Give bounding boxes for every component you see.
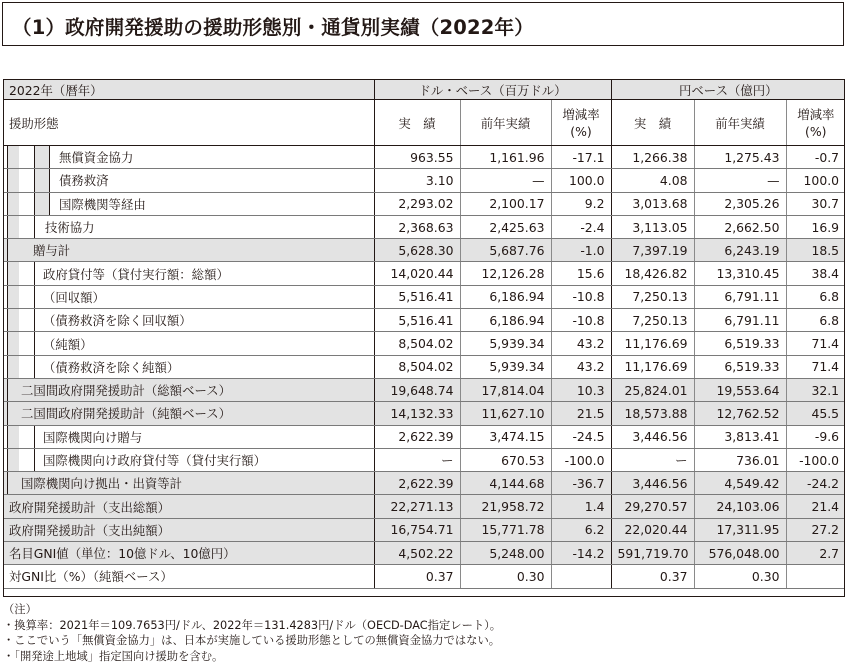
table-row-technical-cooperation bbox=[3, 215, 845, 238]
indent-line bbox=[34, 286, 35, 308]
yen-actual-cell: 3,113.05 bbox=[611, 215, 694, 238]
indent-line bbox=[34, 449, 35, 471]
row-label: 名目GNI値（単位：10億ドル、10億円） bbox=[9, 546, 236, 562]
dollar-change-cell: 9.2 bbox=[551, 192, 611, 215]
yen-actual-cell: 11,176.69 bbox=[611, 332, 694, 355]
row-label: 二国間政府開発援助計（純額ベース） bbox=[21, 406, 232, 422]
row-label: 技術協力 bbox=[45, 220, 95, 236]
indent-line bbox=[7, 356, 8, 378]
page-title: （1）政府開発援助の援助形態別・通貨別実績（2022年） bbox=[12, 16, 534, 39]
row-label: 政府貸付等（貸付実行額：総額） bbox=[43, 266, 229, 282]
indent-shade bbox=[7, 216, 19, 238]
yen-actual-cell: 3,446.56 bbox=[611, 425, 694, 448]
table-row-intl-loans bbox=[3, 448, 845, 471]
yen-prev-cell: 6,791.11 bbox=[694, 309, 786, 332]
row-label-cell bbox=[3, 542, 374, 565]
yen-change-cell: 2.7 bbox=[786, 542, 845, 565]
indent-line bbox=[7, 262, 8, 284]
yen-change-cell: 100.0 bbox=[786, 169, 845, 192]
dollar-actual-cell: 2,368.63 bbox=[374, 215, 460, 238]
row-label-cell bbox=[3, 518, 374, 541]
note-developing-regions: ・「開発途上地域」指定国向け援助を含む。 bbox=[3, 649, 224, 663]
dollar-prev-cell: 11,627.10 bbox=[460, 402, 551, 425]
yen-prev-cell: 6,519.33 bbox=[694, 332, 786, 355]
indent-line bbox=[7, 193, 8, 215]
indent-line bbox=[7, 402, 8, 424]
yen-actual-cell: 7,250.13 bbox=[611, 285, 694, 308]
yen-prev-cell: 0.30 bbox=[694, 565, 786, 588]
dollar-actual-cell: 14,132.33 bbox=[374, 402, 460, 425]
dollar-actual-cell: 8,504.02 bbox=[374, 355, 460, 378]
indent-shade bbox=[7, 239, 19, 261]
yen-actual-cell: 591,719.70 bbox=[611, 542, 694, 565]
yen-prev-cell: 2,305.26 bbox=[694, 192, 786, 215]
table-row-oda-net bbox=[3, 518, 845, 541]
yen-actual-cell: 0.37 bbox=[611, 565, 694, 588]
yen-actual-cell: 18,426.82 bbox=[611, 262, 694, 285]
row-label-cell bbox=[3, 215, 374, 238]
dollar-actual-cell: 8,504.02 bbox=[374, 332, 460, 355]
dollar-change-cell bbox=[551, 565, 611, 588]
row-label: 政府開発援助計（支出総額） bbox=[9, 499, 171, 515]
indent-shade bbox=[7, 449, 19, 471]
yen-actual-cell: ー bbox=[611, 448, 694, 471]
notes bbox=[3, 602, 501, 664]
yen-change-cell: 21.4 bbox=[786, 495, 845, 518]
row-label-cell bbox=[3, 448, 374, 471]
yen-change-cell bbox=[786, 565, 845, 588]
row-label-cell bbox=[3, 146, 374, 169]
dollar-change-cell: -2.4 bbox=[551, 215, 611, 238]
indent-line bbox=[49, 169, 50, 191]
yen-change-cell: 32.1 bbox=[786, 378, 845, 401]
dollar-prev-cell: 0.30 bbox=[460, 565, 551, 588]
dollar-change-cell: -14.2 bbox=[551, 542, 611, 565]
dollar-change-cell: 1.4 bbox=[551, 495, 611, 518]
dollar-change-cell: -10.8 bbox=[551, 285, 611, 308]
yen-prev-cell: 6,519.33 bbox=[694, 355, 786, 378]
row-label: 国際機関向け政府貸付等（貸付実行額） bbox=[43, 453, 267, 468]
table-row-bilateral-gross bbox=[3, 378, 845, 401]
row-label-cell bbox=[3, 309, 374, 332]
table-row-repayments-excl-debt bbox=[3, 309, 845, 332]
indent-line bbox=[34, 426, 35, 448]
yen-change-cell: 45.5 bbox=[786, 402, 845, 425]
dollar-actual-cell: ー bbox=[374, 448, 460, 471]
indent-line bbox=[7, 239, 8, 261]
indent-line bbox=[7, 216, 8, 238]
yen-change-cell: 16.9 bbox=[786, 215, 845, 238]
indent-line bbox=[7, 332, 8, 354]
indent-line bbox=[7, 146, 8, 168]
yen-actual-cell: 7,397.19 bbox=[611, 239, 694, 262]
dollar-change-cell: 43.2 bbox=[551, 355, 611, 378]
yen-change-cell: -0.7 bbox=[786, 146, 845, 169]
row-label-cell bbox=[3, 192, 374, 215]
dollar-prev-cell: 15,771.78 bbox=[460, 518, 551, 541]
row-label: 二国間政府開発援助計（総額ベース） bbox=[21, 383, 232, 399]
dollar-actual-cell: 4,502.22 bbox=[374, 542, 460, 565]
dollar-prev-cell: 2,425.63 bbox=[460, 215, 551, 238]
yen-actual-cell: 18,573.88 bbox=[611, 402, 694, 425]
indent-line bbox=[34, 309, 35, 331]
indent-line bbox=[7, 169, 8, 191]
dollar-change-cell: -100.0 bbox=[551, 448, 611, 471]
row-label-cell bbox=[3, 565, 374, 588]
row-label: （債務救済を除く純額） bbox=[43, 359, 180, 375]
dollar-prev-cell: 670.53 bbox=[460, 448, 551, 471]
row-label: 国際機関等経由 bbox=[59, 196, 146, 212]
yen-actual-cell: 1,266.38 bbox=[611, 146, 694, 169]
yen-change-cell: 27.2 bbox=[786, 518, 845, 541]
row-label-cell bbox=[3, 425, 374, 448]
table-row-oda-gross bbox=[3, 495, 845, 518]
yen-actual-cell: 4.08 bbox=[611, 169, 694, 192]
yen-change-cell: -9.6 bbox=[786, 425, 845, 448]
yen-prev-cell: 4,549.42 bbox=[694, 472, 786, 495]
row-label-cell bbox=[3, 378, 374, 401]
dollar-prev-cell: 21,958.72 bbox=[460, 495, 551, 518]
dollar-actual-cell: 22,271.13 bbox=[374, 495, 460, 518]
table-row-intl-grants bbox=[3, 425, 845, 448]
indent-shade bbox=[7, 146, 19, 168]
dollar-prev-cell: 2,100.17 bbox=[460, 192, 551, 215]
indent-line bbox=[34, 332, 35, 354]
yen-prev-cell: 2,662.50 bbox=[694, 215, 786, 238]
oda-table bbox=[3, 79, 845, 589]
row-label-cell bbox=[3, 495, 374, 518]
yen-prev-cell: 736.01 bbox=[694, 448, 786, 471]
table-row-gni bbox=[3, 542, 845, 565]
row-label-cell bbox=[3, 355, 374, 378]
table-row-loans-net-excl-debt bbox=[3, 355, 845, 378]
dollar-actual-cell: 3.10 bbox=[374, 169, 460, 192]
indent-shade bbox=[34, 193, 49, 215]
yen-prev-cell: 13,310.45 bbox=[694, 262, 786, 285]
indent-line bbox=[7, 426, 8, 448]
yen-base-header: 円ベース（億円） bbox=[611, 80, 845, 100]
dollar-prev-cell: 5,939.34 bbox=[460, 332, 551, 355]
row-label: 国際機関向け贈与 bbox=[43, 429, 143, 445]
yen-actual-cell: 11,176.69 bbox=[611, 355, 694, 378]
row-label: （回収額） bbox=[43, 289, 105, 305]
dollar-actual-cell: 19,648.74 bbox=[374, 378, 460, 401]
row-label: 国際機関向け拠出・出資等計 bbox=[21, 476, 183, 492]
dollar-prev-cell: 5,687.76 bbox=[460, 239, 551, 262]
note-grant-definition: ・ここでいう「無償資金協力」は、日本が実施している援助形態としての無償資金協力ではない。 bbox=[3, 634, 501, 648]
yen-prev-cell: — bbox=[694, 169, 786, 192]
row-label: （純額） bbox=[43, 336, 93, 352]
row-label: （債務救済を除く回収額） bbox=[43, 313, 192, 329]
dollar-prev-cell: 6,186.94 bbox=[460, 285, 551, 308]
yen-actual-cell: 25,824.01 bbox=[611, 378, 694, 401]
yen-change-cell: 18.5 bbox=[786, 239, 845, 262]
indent-shade bbox=[7, 332, 19, 354]
dollar-prev-cell: 6,186.94 bbox=[460, 309, 551, 332]
yen-prev-cell: 3,813.41 bbox=[694, 425, 786, 448]
row-label: 債務救済 bbox=[59, 173, 109, 189]
yen-prev-cell: 6,791.11 bbox=[694, 285, 786, 308]
dollar-actual-cell: 2,622.39 bbox=[374, 472, 460, 495]
yen-prev-header: 前年実績 bbox=[694, 100, 786, 146]
dollar-change-cell: -1.0 bbox=[551, 239, 611, 262]
dollar-actual-cell: 5,516.41 bbox=[374, 309, 460, 332]
yen-actual-cell: 3,013.68 bbox=[611, 192, 694, 215]
indent-line bbox=[7, 379, 8, 401]
table-row-grant-aid bbox=[3, 146, 845, 169]
yen-change-cell: 71.4 bbox=[786, 355, 845, 378]
indent-line bbox=[7, 449, 8, 471]
indent-shade bbox=[7, 286, 19, 308]
dollar-base-header: ドル・ベース（百万ドル） bbox=[374, 80, 611, 100]
indent-shade bbox=[7, 309, 19, 331]
yen-prev-cell: 19,553.64 bbox=[694, 378, 786, 401]
yen-change-cell: 38.4 bbox=[786, 262, 845, 285]
dollar-actual-header: 実 績 bbox=[374, 100, 460, 146]
dollar-change-cell: -36.7 bbox=[551, 472, 611, 495]
indent-line bbox=[34, 262, 35, 284]
indent-shade bbox=[7, 262, 19, 284]
dollar-change-cell: -17.1 bbox=[551, 146, 611, 169]
indent-line bbox=[34, 356, 35, 378]
yen-change-cell: 71.4 bbox=[786, 332, 845, 355]
dollar-change-header: 増減率 (%) bbox=[551, 100, 611, 146]
dollar-change-cell: 43.2 bbox=[551, 332, 611, 355]
indent-line bbox=[34, 193, 35, 215]
dollar-actual-cell: 5,628.30 bbox=[374, 239, 460, 262]
yen-prev-cell: 17,311.95 bbox=[694, 518, 786, 541]
row-label: 対GNI比（%）（純額ベース） bbox=[9, 569, 173, 585]
row-label: 政府開発援助計（支出純額） bbox=[9, 522, 171, 538]
dollar-prev-cell: 17,814.04 bbox=[460, 378, 551, 401]
table-row-debt-relief bbox=[3, 169, 845, 192]
dollar-prev-header: 前年実績 bbox=[460, 100, 551, 146]
indent-shade bbox=[7, 169, 19, 191]
dollar-prev-cell: 3,474.15 bbox=[460, 425, 551, 448]
table-body bbox=[3, 146, 845, 589]
dollar-actual-cell: 16,754.71 bbox=[374, 518, 460, 541]
indent-line bbox=[34, 146, 35, 168]
table-row-bilateral-net bbox=[3, 402, 845, 425]
indent-line bbox=[49, 146, 50, 168]
yen-prev-cell: 24,103.06 bbox=[694, 495, 786, 518]
table-row-loans-gross bbox=[3, 262, 845, 285]
table-row-oda-gni-ratio bbox=[3, 565, 845, 588]
table-row-grants-total bbox=[3, 239, 845, 262]
dollar-actual-cell: 2,622.39 bbox=[374, 425, 460, 448]
dollar-actual-cell: 2,293.02 bbox=[374, 192, 460, 215]
yen-prev-cell: 1,275.43 bbox=[694, 146, 786, 169]
note-heading: （注） bbox=[3, 603, 37, 616]
table-row-repayments bbox=[3, 285, 845, 308]
dollar-prev-cell: 5,939.34 bbox=[460, 355, 551, 378]
dollar-change-cell: -10.8 bbox=[551, 309, 611, 332]
row-label-cell bbox=[3, 239, 374, 262]
dollar-actual-cell: 0.37 bbox=[374, 565, 460, 588]
yen-change-cell: -100.0 bbox=[786, 448, 845, 471]
row-label: 贈与計 bbox=[33, 243, 71, 259]
dollar-prev-cell: 4,144.68 bbox=[460, 472, 551, 495]
yen-prev-cell: 6,243.19 bbox=[694, 239, 786, 262]
yen-change-cell: 30.7 bbox=[786, 192, 845, 215]
row-label-cell bbox=[3, 332, 374, 355]
row-label-cell bbox=[3, 169, 374, 192]
yen-prev-cell: 576,048.00 bbox=[694, 542, 786, 565]
row-label-cell bbox=[3, 262, 374, 285]
yen-actual-header: 実 績 bbox=[611, 100, 694, 146]
yen-change-cell: -24.2 bbox=[786, 472, 845, 495]
dollar-change-cell: -24.5 bbox=[551, 425, 611, 448]
indent-shade bbox=[34, 146, 49, 168]
indent-shade bbox=[34, 169, 49, 191]
dollar-change-cell: 21.5 bbox=[551, 402, 611, 425]
dollar-actual-cell: 963.55 bbox=[374, 146, 460, 169]
title-box bbox=[2, 2, 844, 46]
yen-change-header: 増減率 (%) bbox=[786, 100, 845, 146]
indent-line bbox=[34, 216, 35, 238]
yen-change-cell: 6.8 bbox=[786, 285, 845, 308]
dollar-prev-cell: 1,161.96 bbox=[460, 146, 551, 169]
row-label-cell bbox=[3, 472, 374, 495]
dollar-prev-cell: 5,248.00 bbox=[460, 542, 551, 565]
indent-line bbox=[7, 286, 8, 308]
table-row-via-intl-orgs bbox=[3, 192, 845, 215]
year-label: 2022年（暦年） bbox=[3, 80, 374, 100]
yen-actual-cell: 22,020.44 bbox=[611, 518, 694, 541]
table-row-loans-net bbox=[3, 332, 845, 355]
yen-actual-cell: 29,270.57 bbox=[611, 495, 694, 518]
yen-actual-cell: 3,446.56 bbox=[611, 472, 694, 495]
yen-change-cell: 6.8 bbox=[786, 309, 845, 332]
indent-line bbox=[34, 169, 35, 191]
yen-prev-cell: 12,762.52 bbox=[694, 402, 786, 425]
row-label-cell bbox=[3, 402, 374, 425]
indent-line bbox=[7, 472, 8, 494]
dollar-change-cell: 15.6 bbox=[551, 262, 611, 285]
dollar-prev-cell: — bbox=[460, 169, 551, 192]
row-label-cell bbox=[3, 285, 374, 308]
dollar-prev-cell: 12,126.28 bbox=[460, 262, 551, 285]
form-label: 援助形態 bbox=[3, 100, 374, 146]
dollar-change-cell: 6.2 bbox=[551, 518, 611, 541]
note-exchange-rate: ・換算率：2021年＝109.7653円/ドル、2022年＝131.4283円/ドル（OECD-DAC指定レート）。 bbox=[3, 618, 502, 632]
indent-shade bbox=[7, 356, 19, 378]
indent-shade bbox=[7, 193, 19, 215]
indent-shade bbox=[7, 426, 19, 448]
dollar-actual-cell: 5,516.41 bbox=[374, 285, 460, 308]
dollar-actual-cell: 14,020.44 bbox=[374, 262, 460, 285]
indent-line bbox=[49, 193, 50, 215]
indent-line bbox=[7, 309, 8, 331]
yen-actual-cell: 7,250.13 bbox=[611, 309, 694, 332]
dollar-change-cell: 10.3 bbox=[551, 378, 611, 401]
row-label: 無償資金協力 bbox=[59, 150, 134, 166]
table-row-intl-contributions-total bbox=[3, 472, 845, 495]
dollar-change-cell: 100.0 bbox=[551, 169, 611, 192]
